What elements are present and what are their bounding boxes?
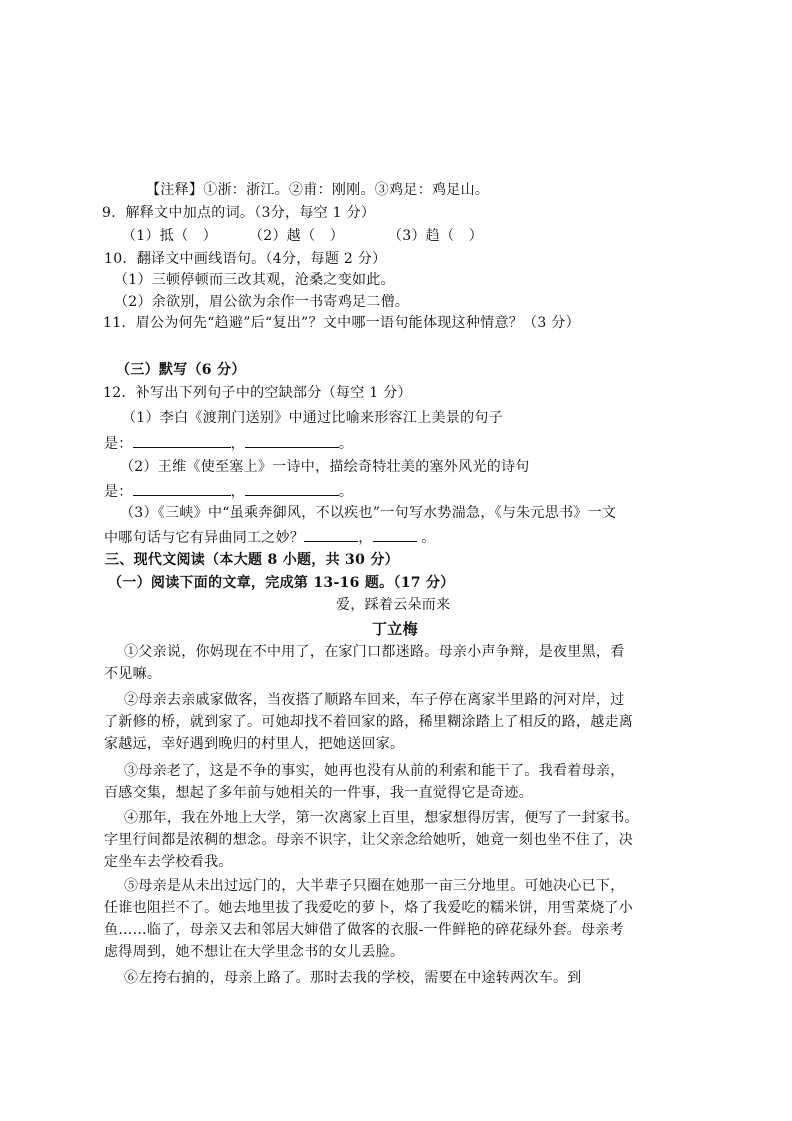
article-line: 百感交集，想起了多年前与她相关的一件事，我一直觉得它是奇迹。 [104,785,533,801]
section-dictation-heading: （三）默写（6 分） [116,362,246,378]
question-9-title: 9．解释文中加点的词。（3分，每空 1 分） [102,205,376,221]
article-line: ①父亲说，你妈现在不中用了，在家门口都迷路。母亲小声争辩，是夜里黑，看 [124,644,625,660]
modern-reading-heading: 三、现代文阅读（本大题 8 小题，共 30 分） [105,552,399,568]
question-11-title: 11．眉公为何先“趋避”后“复出”？文中哪一语句能体现这种情意？（3 分） [103,315,580,331]
article-line: 定坐车去学校看我。 [104,854,233,870]
article-line: 了新修的桥，就到家了。可她却找不着回家的路，稀里糊涂踏上了相反的路，越走离 [104,714,634,730]
article-line: 字里行间都是浓稠的想念。母亲不识字，让父亲念给她听，她竟一刻也坐不住了，决 [104,832,634,848]
answer-separator: ， [230,436,245,452]
question-10-item-2: （2）余欲别，眉公欲为余作一书寄鸡足二僧。 [114,294,410,310]
article-line: ④那年，我在外地上大学，第一次离家上百里，想家想得厉害，便写了一封家书。 [124,810,639,826]
question-12-2-answer-line [104,481,353,502]
article-line: 虑得周到，她不想让在大学里念书的女儿丢脸。 [104,944,405,960]
answer-blank[interactable] [245,433,339,448]
question-12-3-answer-line [104,527,436,548]
article-line: ③母亲老了，这是不争的事实，她再也没有从前的利索和能干了。我看着母亲， [124,763,625,779]
question-10-title: 10．翻译文中画线语句。（4分，每题 2 分） [104,251,387,267]
answer-separator: ， [230,484,245,500]
article-line: ⑤母亲是从未出过远门的，大半辈子只圈在她那一亩三分地里。可她决心已下， [124,878,625,894]
answer-end: 。 [338,484,354,500]
answer-blank[interactable] [133,433,231,448]
question-10-item-1: （1）三顿停顿而三改其观，沧桑之变如此。 [114,272,395,288]
article-line: 不见嘛。 [104,666,162,682]
article-author: 丁立梅 [372,620,418,638]
article-line: 家越远，幸好遇到晚归的村里人，把她送回家。 [104,736,405,752]
answer-blank[interactable] [245,481,339,496]
question-12-1-prompt: （1）李白《渡荆门送别》中通过比喻来形容江上美景的句子 [122,410,504,426]
question-12-2-prompt: （2）王维《使至塞上》一诗中，描绘奇特壮美的塞外风光的诗句 [120,459,530,475]
answer-blank[interactable] [373,527,417,542]
article-line: 任谁也阻拦不了。她去地里拔了我爱吃的萝卜，烙了我爱吃的糯米饼，用雪菜烧了小 [104,900,634,916]
article-title: 爱，踩着云朵而来 [336,597,451,613]
annotation-note: 【注释】①浙：浙江。②甫：刚刚。③鸡足：鸡足山。 [146,182,490,198]
question-12-3-prompt: （3）《三峡》中“虽乘奔御风，不以疾也”一句写水势湍急，《与朱元思书》一文 [120,505,617,521]
article-line: ②母亲去亲戚家做客，当夜搭了顺路车回来，车子停在离家半里路的河对岸，过 [124,692,625,708]
question-9-item-3: （3）趋（ ） [388,228,484,244]
passage-1-instruction: （一）阅读下面的文章，完成第 13-16 题。（17 分） [108,575,455,591]
question-12-title: 12．补写出下列句子中的空缺部分（每空 1 分） [103,385,412,401]
answer-end: 。 [338,436,354,452]
question-9-item-1: （1）抵（ ） [122,228,218,244]
article-line: 鱼……临了，母亲又去和邻居大婶借了做客的衣服-一件鲜艳的碎花绿外套。母亲考 [104,922,624,938]
question-12-1-answer-line [104,433,353,454]
answer-prefix: 是： [104,436,133,452]
answer-prefix: 是： [104,484,133,500]
answer-prefix: 中哪句话与它有异曲同工之妙？ [104,530,305,546]
answer-end: 。 [416,530,436,546]
answer-separator: ， [358,530,373,546]
question-9-item-2: （2）越（ ） [249,228,345,244]
answer-blank[interactable] [304,527,358,542]
article-line: ⑥左挎右掮的，母亲上路了。那时去我的学校，需要在中途转两次车。到 [124,970,582,986]
answer-blank[interactable] [133,481,231,496]
